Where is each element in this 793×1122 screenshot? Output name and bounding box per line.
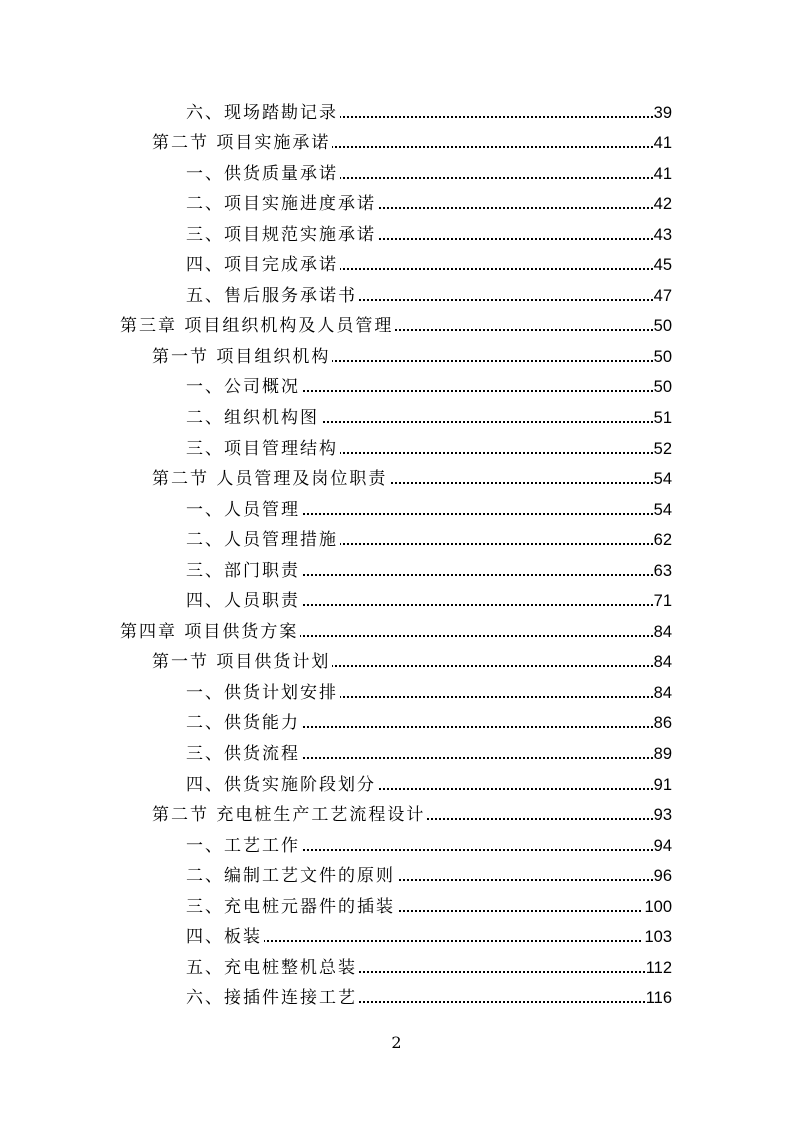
toc-entry[interactable] xyxy=(0,310,793,341)
toc-entry-title: 一、工艺工作 xyxy=(186,831,302,856)
toc-entry-page: 103 xyxy=(644,928,672,947)
toc-entry-title: 第一节 项目组织机构 xyxy=(152,342,332,367)
toc-entry-title: 第二节 充电桩生产工艺流程设计 xyxy=(152,800,427,825)
toc-entry[interactable] xyxy=(0,127,793,158)
toc-entry[interactable] xyxy=(0,371,793,402)
toc-entry-page: 43 xyxy=(653,225,672,244)
toc-entry[interactable] xyxy=(0,401,793,432)
toc-entry-page: 84 xyxy=(653,653,672,672)
toc-entry[interactable] xyxy=(0,279,793,310)
toc-entry[interactable] xyxy=(0,585,793,616)
toc-entry-page: 96 xyxy=(653,867,672,886)
toc-entry-title: 四、项目完成承诺 xyxy=(186,250,340,275)
toc-entry-title: 四、供货实施阶段划分 xyxy=(186,770,378,795)
toc-entry-title: 二、组织机构图 xyxy=(186,403,321,428)
toc-entry-title: 二、供货能力 xyxy=(186,708,302,733)
toc-entry[interactable] xyxy=(0,432,793,463)
toc-entry[interactable] xyxy=(0,768,793,799)
toc-entry[interactable] xyxy=(0,646,793,677)
toc-entry-page: 50 xyxy=(653,378,672,397)
toc-entry[interactable] xyxy=(0,860,793,891)
toc-entry[interactable] xyxy=(0,799,793,830)
toc-entry[interactable] xyxy=(0,340,793,371)
toc-entry-page: 52 xyxy=(653,439,672,458)
page-number: 2 xyxy=(391,1033,402,1052)
toc-entry[interactable] xyxy=(0,493,793,524)
toc-entry[interactable] xyxy=(0,982,793,1013)
toc-entry[interactable] xyxy=(0,218,793,249)
toc-entry-title: 第二节 项目实施承诺 xyxy=(152,128,332,153)
toc-entry[interactable] xyxy=(0,921,793,952)
toc-entry-title: 四、板装 xyxy=(186,922,264,947)
toc-entry-title: 一、供货计划安排 xyxy=(186,678,340,703)
toc-entry-page: 54 xyxy=(653,500,672,519)
toc-entry-page: 54 xyxy=(653,470,672,489)
toc-entry[interactable] xyxy=(0,707,793,738)
toc-entry-page: 71 xyxy=(653,592,672,611)
toc-entry-title: 二、人员管理措施 xyxy=(186,525,340,550)
toc-entry-page: 63 xyxy=(653,561,672,580)
toc-entry-title: 一、供货质量承诺 xyxy=(186,159,340,184)
toc-entry[interactable] xyxy=(0,463,793,494)
toc-entry-page: 93 xyxy=(653,806,672,825)
toc-entry-title: 三、项目规范实施承诺 xyxy=(186,220,378,245)
table-of-contents xyxy=(0,96,793,1012)
toc-entry[interactable] xyxy=(0,737,793,768)
toc-entry-page: 89 xyxy=(653,745,672,764)
toc-entry-page: 45 xyxy=(653,256,672,275)
toc-entry-page: 84 xyxy=(653,622,672,641)
toc-entry-page: 51 xyxy=(653,409,672,428)
toc-entry-title: 四、人员职责 xyxy=(186,586,302,611)
toc-entry-title: 三、供货流程 xyxy=(186,739,302,764)
toc-entry[interactable] xyxy=(0,615,793,646)
toc-entry-page: 116 xyxy=(645,989,672,1008)
toc-entry-page: 50 xyxy=(653,347,672,366)
toc-entry[interactable] xyxy=(0,524,793,555)
toc-entry[interactable] xyxy=(0,554,793,585)
toc-entry-title: 第二节 人员管理及岗位职责 xyxy=(152,464,389,489)
toc-entry-page: 112 xyxy=(645,958,672,977)
toc-entry-title: 三、充电桩元器件的插装 xyxy=(186,892,397,917)
toc-entry-title: 五、售后服务承诺书 xyxy=(186,281,359,306)
toc-dot-leader xyxy=(196,938,669,942)
toc-entry-page: 94 xyxy=(653,836,672,855)
toc-entry[interactable] xyxy=(0,676,793,707)
toc-entry[interactable] xyxy=(0,157,793,188)
toc-entry-title: 一、人员管理 xyxy=(186,495,302,520)
toc-entry-title: 二、项目实施进度承诺 xyxy=(186,189,378,214)
toc-entry-title: 六、接插件连接工艺 xyxy=(186,983,359,1008)
toc-entry[interactable] xyxy=(0,96,793,127)
toc-entry-title: 二、编制工艺文件的原则 xyxy=(186,861,397,886)
toc-entry-page: 47 xyxy=(653,286,672,305)
toc-entry-title: 第一节 项目供货计划 xyxy=(152,647,332,672)
toc-entry-title: 五、充电桩整机总装 xyxy=(186,953,359,978)
toc-entry[interactable] xyxy=(0,249,793,280)
toc-entry[interactable] xyxy=(0,951,793,982)
toc-entry-page: 39 xyxy=(653,103,672,122)
toc-entry[interactable] xyxy=(0,829,793,860)
toc-entry-title: 三、项目管理结构 xyxy=(186,434,340,459)
toc-entry-title: 三、部门职责 xyxy=(186,556,302,581)
toc-entry-page: 42 xyxy=(653,195,672,214)
toc-entry-title: 第三章 项目组织机构及人员管理 xyxy=(120,311,395,336)
toc-entry-title: 第四章 项目供货方案 xyxy=(120,617,300,642)
toc-entry-title: 一、公司概况 xyxy=(186,372,302,397)
toc-entry-page: 86 xyxy=(653,714,672,733)
toc-entry-page: 50 xyxy=(653,317,672,336)
toc-entry-page: 62 xyxy=(653,531,672,550)
toc-entry-page: 41 xyxy=(653,134,672,153)
toc-entry-title: 六、现场踏勘记录 xyxy=(186,98,340,123)
toc-entry-page: 41 xyxy=(653,164,672,183)
toc-entry[interactable] xyxy=(0,890,793,921)
toc-entry[interactable] xyxy=(0,188,793,219)
toc-entry-page: 84 xyxy=(653,683,672,702)
toc-entry-page: 100 xyxy=(644,897,672,916)
toc-entry-page: 91 xyxy=(653,775,672,794)
